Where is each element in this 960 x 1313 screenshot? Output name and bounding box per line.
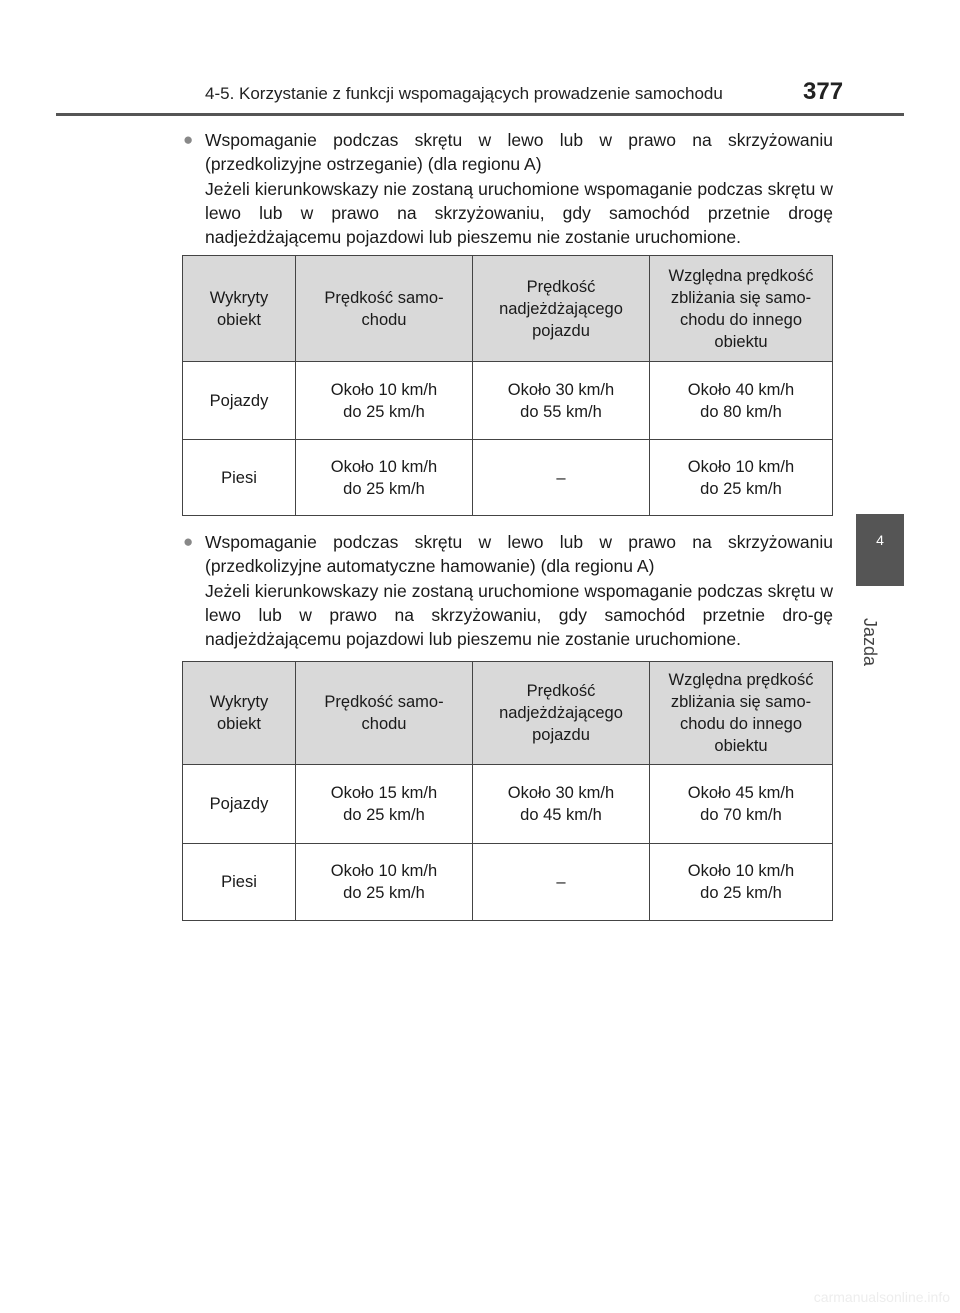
header-cell-oncoming-speed: Prędkość nadjeżdżającego pojazdu	[473, 662, 650, 765]
table-cell: Około 10 km/h do 25 km/h	[650, 844, 833, 921]
section-precollision-warning	[183, 128, 833, 249]
table-cell: Około 30 km/h do 45 km/h	[473, 765, 650, 844]
section-body: Jeżeli kierunkowskazy nie zostaną uruchomione wspomaganie podczas skrętu w lewo lub w prawo na skrzyżowaniu, gdy samochód przetnie dro-gę nadjeżdżającemu pojazdowi lub pieszemu nie zostanie uruchomione.	[205, 580, 833, 650]
section-title: Wspomaganie podczas skrętu w lewo lub w prawo na skrzyżowaniu (przedkolizyjne ostrzeganie) (dla regionu A)	[205, 130, 833, 175]
header-cell-object: Wykryty obiekt	[183, 662, 296, 765]
table-header-row	[183, 256, 833, 362]
header-cell-object: Wykryty obiekt	[183, 256, 296, 362]
table-row	[183, 440, 833, 516]
table-row	[183, 362, 833, 440]
table-cell: Pojazdy	[183, 765, 296, 844]
table-cell: Piesi	[183, 844, 296, 921]
table-cell: Pojazdy	[183, 362, 296, 440]
table-cell: Piesi	[183, 440, 296, 516]
header-cell-vehicle-speed: Prędkość samo- chodu	[296, 256, 473, 362]
watermark-text: carmanualsonline.info	[813, 1289, 950, 1305]
chapter-tab-number: 4	[876, 532, 884, 548]
table-cell: –	[473, 440, 650, 516]
table-row	[183, 844, 833, 921]
page-number: 377	[803, 78, 844, 105]
table-cell: Około 10 km/h do 25 km/h	[296, 844, 473, 921]
header-cell-vehicle-speed: Prędkość samo- chodu	[296, 662, 473, 765]
header-cell-relative-speed: Względna prędkość zbliżania się samo- chodu do innego obiektu	[650, 662, 833, 765]
table-header-row	[183, 662, 833, 765]
speed-table-braking	[182, 661, 833, 921]
bullet-icon: ●	[183, 532, 194, 551]
section-body: Jeżeli kierunkowskazy nie zostaną uruchomione wspomaganie podczas skrętu w lewo lub w prawo na skrzyżowaniu, gdy samochód przetnie drogę nadjeżdżającemu pojazdowi lub pieszemu nie zostanie uruchomione.	[205, 178, 833, 248]
chapter-header-title: 4-5. Korzystanie z funkcji wspomagających prowadzenie samochodu	[205, 84, 723, 103]
table-cell: Około 10 km/h do 25 km/h	[296, 362, 473, 440]
speed-table-warning	[182, 255, 833, 516]
table-cell: Około 10 km/h do 25 km/h	[296, 440, 473, 516]
header-divider	[56, 113, 904, 116]
header-cell-oncoming-speed: Prędkość nadjeżdżającego pojazdu	[473, 256, 650, 362]
header-cell-relative-speed: Względna prędkość zbliżania się samo- chodu do innego obiektu	[650, 256, 833, 362]
table-cell: Około 10 km/h do 25 km/h	[650, 440, 833, 516]
table-row	[183, 765, 833, 844]
table-cell: Około 15 km/h do 25 km/h	[296, 765, 473, 844]
table-cell: Około 40 km/h do 80 km/h	[650, 362, 833, 440]
table-cell: Około 45 km/h do 70 km/h	[650, 765, 833, 844]
section-precollision-braking	[183, 530, 833, 651]
chapter-side-tab	[856, 514, 904, 586]
section-title: Wspomaganie podczas skrętu w lewo lub w prawo na skrzyżowaniu (przedkolizyjne automatyczne hamowanie) (dla regionu A)	[205, 532, 833, 577]
table-cell: –	[473, 844, 650, 921]
bullet-icon: ●	[183, 130, 194, 149]
table-cell: Około 30 km/h do 55 km/h	[473, 362, 650, 440]
chapter-side-label: Jazda	[860, 618, 880, 667]
